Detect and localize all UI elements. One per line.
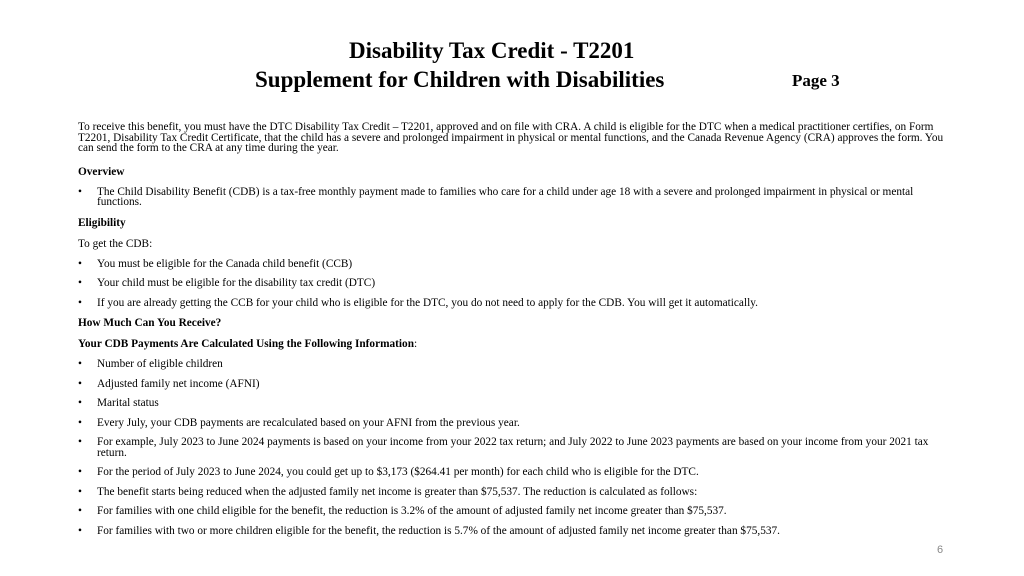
receive-heading: How Much Can You Receive? [78, 317, 222, 329]
list-item-text: You must be eligible for the Canada child benefit (CCB) [97, 257, 353, 270]
list-item-text: The benefit starts being reduced when the adjusted family net income is greater than $75,537. The reduction is calculated as follows: [97, 485, 698, 498]
list-item [78, 259, 948, 270]
bullet-icon: • [78, 358, 82, 370]
list-item [78, 379, 948, 390]
list-item-text: Number of eligible children [97, 358, 223, 370]
eligibility-heading: Eligibility [78, 216, 126, 229]
bullet-icon: • [78, 505, 82, 517]
receive-subheading-line [78, 338, 948, 350]
list-item [78, 506, 948, 517]
list-item [78, 526, 948, 537]
list-item-text: For the period of July 2023 to June 2024, you could get up to $3,173 ($264.41 per month) for each child who is eligible for the DTC. [97, 466, 699, 478]
receive-subheading-suffix: : [413, 338, 418, 350]
bullet-icon: • [78, 277, 82, 289]
bullet-icon: • [78, 466, 82, 478]
bullet-icon: • [78, 436, 82, 448]
list-item [78, 467, 948, 478]
list-item-text: For families with one child eligible for the benefit, the reduction is 3.2% of the amount of adjusted family net income greater than $75,537. [97, 505, 727, 517]
list-item-text: If you are already getting the CCB for your child who is eligible for the DTC, you do not need to apply for the CDB. You will get it automatically. [97, 296, 758, 309]
bullet-icon: • [78, 485, 82, 498]
list-item-text: Adjusted family net income (AFNI) [97, 377, 260, 390]
receive-subheading: Your CDB Payments Are Calculated Using the Following Information [78, 338, 414, 350]
list-item-text: Marital status [97, 397, 159, 409]
list-item [78, 437, 948, 458]
list-item [78, 187, 948, 208]
slide-body [78, 122, 948, 545]
list-item-text: For families with two or more children eligible for the benefit, the reduction is 5.7% of the amount of adjusted family net income greater than $75,537. [97, 524, 780, 537]
bullet-icon: • [78, 185, 82, 198]
bullet-icon: • [78, 296, 82, 309]
bullet-icon: • [78, 416, 82, 429]
overview-heading: Overview [78, 165, 125, 178]
bullet-icon: • [78, 524, 82, 537]
list-item [78, 359, 948, 370]
list-item-text: The Child Disability Benefit (CDB) is a tax-free monthly payment made to families who care for a child under age 18 with a severe and prolonged impairment in physical or mental functions. [97, 185, 914, 208]
bullet-icon: • [78, 397, 82, 409]
list-item [78, 487, 948, 498]
bullet-icon: • [78, 377, 82, 390]
title-line-2: Supplement for Children with Disabilities [255, 67, 665, 92]
slide-number: 6 [937, 544, 944, 556]
list-item-text: Your child must be eligible for the disability tax credit (DTC) [97, 277, 376, 289]
eligibility-lead: To get the CDB: [78, 237, 153, 250]
list-item [78, 398, 948, 409]
bullet-icon: • [78, 257, 82, 270]
intro-paragraph: To receive this benefit, you must have the DTC Disability Tax Credit – T2201, approved and on file with CRA. A child is eligible for the DTC when a medical practitioner certifies, on Form T2201, Disability Tax Credit Certificate, that the child has a severe and prolonged impairment in physical or mental functions, and the Canada Revenue Agency (CRA) approves the form. You can send the form to the CRA at any time during the year. [78, 121, 944, 154]
title-line-1: Disability Tax Credit - T2201 [349, 38, 635, 63]
page-label: Page 3 [792, 71, 840, 90]
list-item [78, 418, 948, 429]
list-item [78, 278, 948, 289]
list-item [78, 298, 948, 309]
list-item-text: Every July, your CDB payments are recalculated based on your AFNI from the previous year. [97, 416, 520, 429]
list-item-text: For example, July 2023 to June 2024 payments is based on your income from your 2022 tax return; and July 2022 to June 2023 payments are based on your income from your 2021 tax return. [97, 436, 929, 459]
